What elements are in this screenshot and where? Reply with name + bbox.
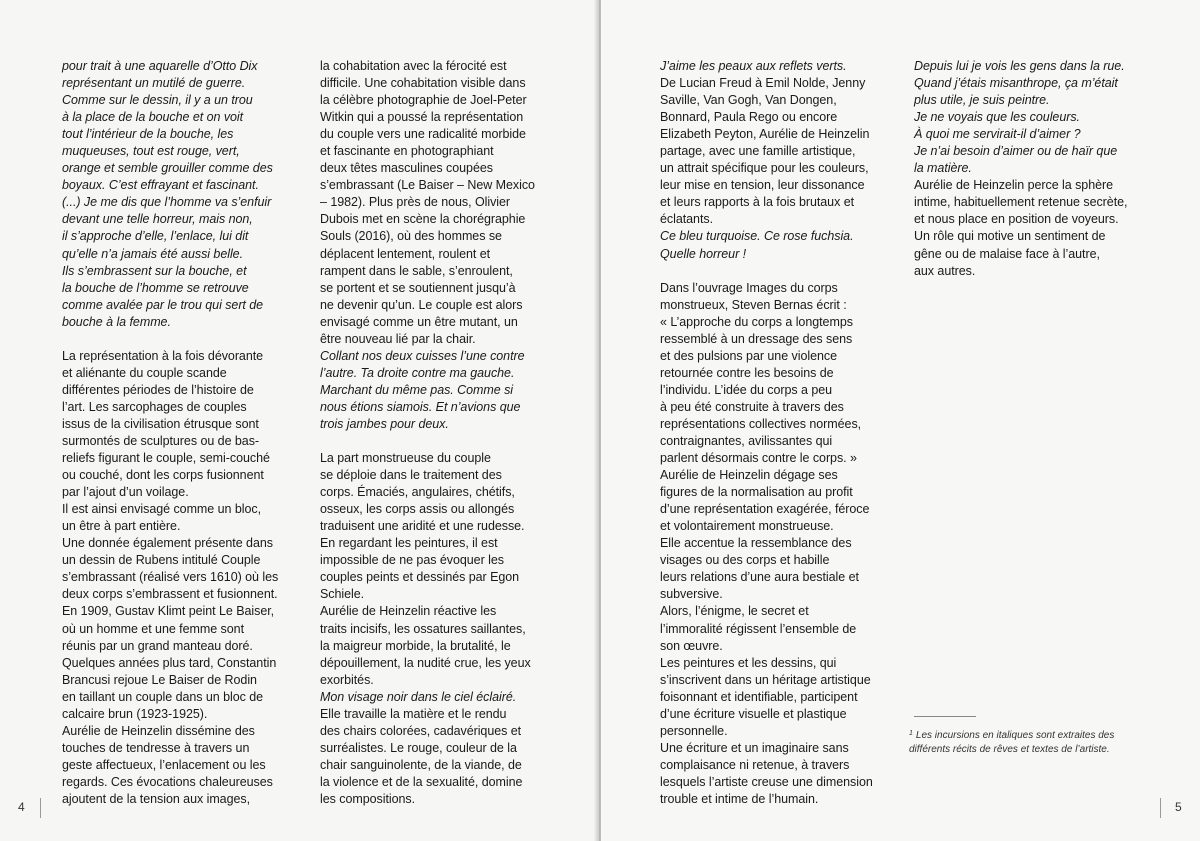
- italic-excerpt: Depuis lui je vois les gens dans la rue. Quand j’étais misanthrope, ça m’était plus utile, je suis peintre. Je ne voyais que les couleurs. À quoi me servirait-il d’aimer ? Je n’ai besoin d’aimer ou de haïr que la matière.: [914, 59, 1125, 176]
- body-paragraph: La part monstrueuse du couple se déploie dans le traitement des corps. Émaciés, angulaires, chétifs, osseux, les corps assis ou allongés traduisent une aridité et une rudesse. En regardant les peintures, il est impossible de ne pas évoquer les couples peints et dessinés par Egon Schiele. Aurélie de Heinzelin réactive les traits incisifs, les ossatures saillantes, la maigreur morbide, la brutalité, le dépouillement, la nudité crue, les yeux exorbités.: [320, 451, 531, 687]
- text-column-1: [62, 58, 298, 808]
- italic-excerpt: Ce bleu turquoise. Ce rose fuchsia. Quelle horreur !: [660, 229, 854, 261]
- paragraph-gap: [660, 263, 890, 280]
- page-number-left: 4: [18, 800, 25, 814]
- folio-rule-left: [40, 798, 41, 818]
- footnote-mark: 1: [909, 730, 913, 737]
- body-paragraph: Dans l’ouvrage Images du corps monstrueux, Steven Bernas écrit : « L’approche du corps a longtemps ressemblé à un dressage des sens et des pulsions par une violence retournée contre les besoins de l’individu. L’idée du corps a peu à peu été construite à travers des représentations collectives normées, contraignantes, avilissantes qui parlent désormais contre le corps. » Aurélie de Heinzelin dégage ses figures de la normalisation au profit d’une représentation exagérée, féroce et volontairement monstrueuse. Elle accentue la ressemblance des visages ou des corps et habille leurs relations d’une aura bestiale et subversive. Alors, l’énigme, le secret et l’immoralité régissent l’ensemble de son œuvre. Les peintures et les dessins, qui s’inscrivent dans un héritage artistique foisonnant et identifiable, participent d’une écriture visuelle et plastique personnelle. Une écriture et un imaginaire sans complaisance ni retenue, à travers lesquels l’artiste creuse une dimension trouble et intime de l’humain.: [660, 280, 873, 806]
- footnote: [909, 727, 1149, 757]
- body-paragraph: La représentation à la fois dévorante et aliénante du couple scande différentes périodes de l’histoire de l’art. Les sarcophages de couples issus de la civilisation étrusque sont surmontés de sculptures ou de bas- reliefs figurant le couple, semi-couché ou couché, dont les corps fusionnent par l’ajout d’un voilage. Il est ainsi envisagé comme un bloc, un être à part entière. Une donnée également présente dans un dessin de Rubens intitulé Couple s’embrassant (réalisé vers 1610) où les deux corps s’embrassent et fusionnent. En 1909, Gustav Klimt peint Le Baiser, où un homme et une femme sont réunis par un grand manteau doré. Quelques années plus tard, Constantin Brancusi rejoue Le Baiser de Rodin en taillant un couple dans un bloc de calcaire brun (1923-1925). Aurélie de Heinzelin dissémine des touches de tendresse à travers un geste affectueux, l’enlacement ou les regards. Ces évocations chaleureuses ajoutent de la tension aux images,: [62, 348, 279, 806]
- body-paragraph: Elle travaille la matière et le rendu des chairs colorées, cadavériques et surréalistes. Le rouge, couleur de la chair sanguinolente, de la viande, de la violence et de la sexualité, domine les compositions.: [320, 706, 523, 806]
- italic-excerpt: pour trait à une aquarelle d’Otto Dix représentant un mutilé de guerre. Comme sur le dessin, il y a un trou à la place de la bouche et on voit tout l’intérieur de la bouche, les muqueuses, tout est rouge, vert, orange et semble grouiller comme des boyaux. C’est effrayant et fascinant. (...) Je me dis que l’homme va s’enfuir devant une telle horreur, mais non, il s’approche d’elle, l’enlace, lui dit qu’elle n’a jamais été aussi belle. Ils s’embrassent sur la bouche, et la bouche de l’homme se retrouve comme avalée par le trou qui sert de bouche à la femme.: [62, 59, 273, 329]
- folio-rule-right: [1160, 798, 1161, 818]
- text-column-4: [914, 58, 1144, 280]
- page-number-right: 5: [1175, 800, 1182, 814]
- body-paragraph: De Lucian Freud à Emil Nolde, Jenny Saville, Van Gogh, Van Dongen, Bonnard, Paula Rego ou encore Elizabeth Peyton, Aurélie de Heinzelin partage, avec une famille artistique, un attrait spécifique pour les couleurs, leur mise en tension, leur dissonance et leurs rapports à la fois brutaux et éclatants.: [660, 76, 870, 227]
- left-page: [0, 0, 599, 841]
- body-paragraph: Aurélie de Heinzelin perce la sphère intime, habituellement retenue secrète, et nous place en position de voyeurs. Un rôle qui motive un sentiment de gêne ou de malaise face à l’autre, aux autres.: [914, 178, 1128, 278]
- paragraph-gap: [62, 331, 298, 348]
- italic-excerpt: Collant nos deux cuisses l’une contre l’autre. Ta droite contre ma gauche. Marchant du même pas. Comme si nous étions siamois. Et n’avions que trois jambes pour deux.: [320, 348, 525, 431]
- text-column-2: [320, 58, 552, 808]
- paragraph-gap: [320, 433, 552, 450]
- footnote-rule: [914, 716, 976, 717]
- italic-excerpt: Mon visage noir dans le ciel éclairé.: [320, 689, 517, 704]
- footnote-text: Les incursions en italiques sont extraites des différents récits de rêves et textes de l’artiste.: [909, 730, 1115, 755]
- text-column-3: [660, 58, 890, 808]
- italic-excerpt: J’aime les peaux aux reflets verts.: [660, 59, 847, 73]
- body-paragraph: la cohabitation avec la férocité est difficile. Une cohabitation visible dans la célèbre photographie de Joel-Peter Witkin qui a poussé la représentation du couple vers une radicalité morbide et fascinante en photographiant deux têtes masculines coupées s’embrassant (Le Baiser – New Mexico – 1982). Plus près de nous, Olivier Dubois met en scène la chorégraphie Souls (2016), où des hommes se déplacent lentement, roulent et rampent dans le sable, s’enroulent, se portent et se soutiennent jusqu’à ne devenir qu’un. Le couple est alors envisagé comme un être mutant, un être nouveau lié par la chair.: [320, 59, 535, 346]
